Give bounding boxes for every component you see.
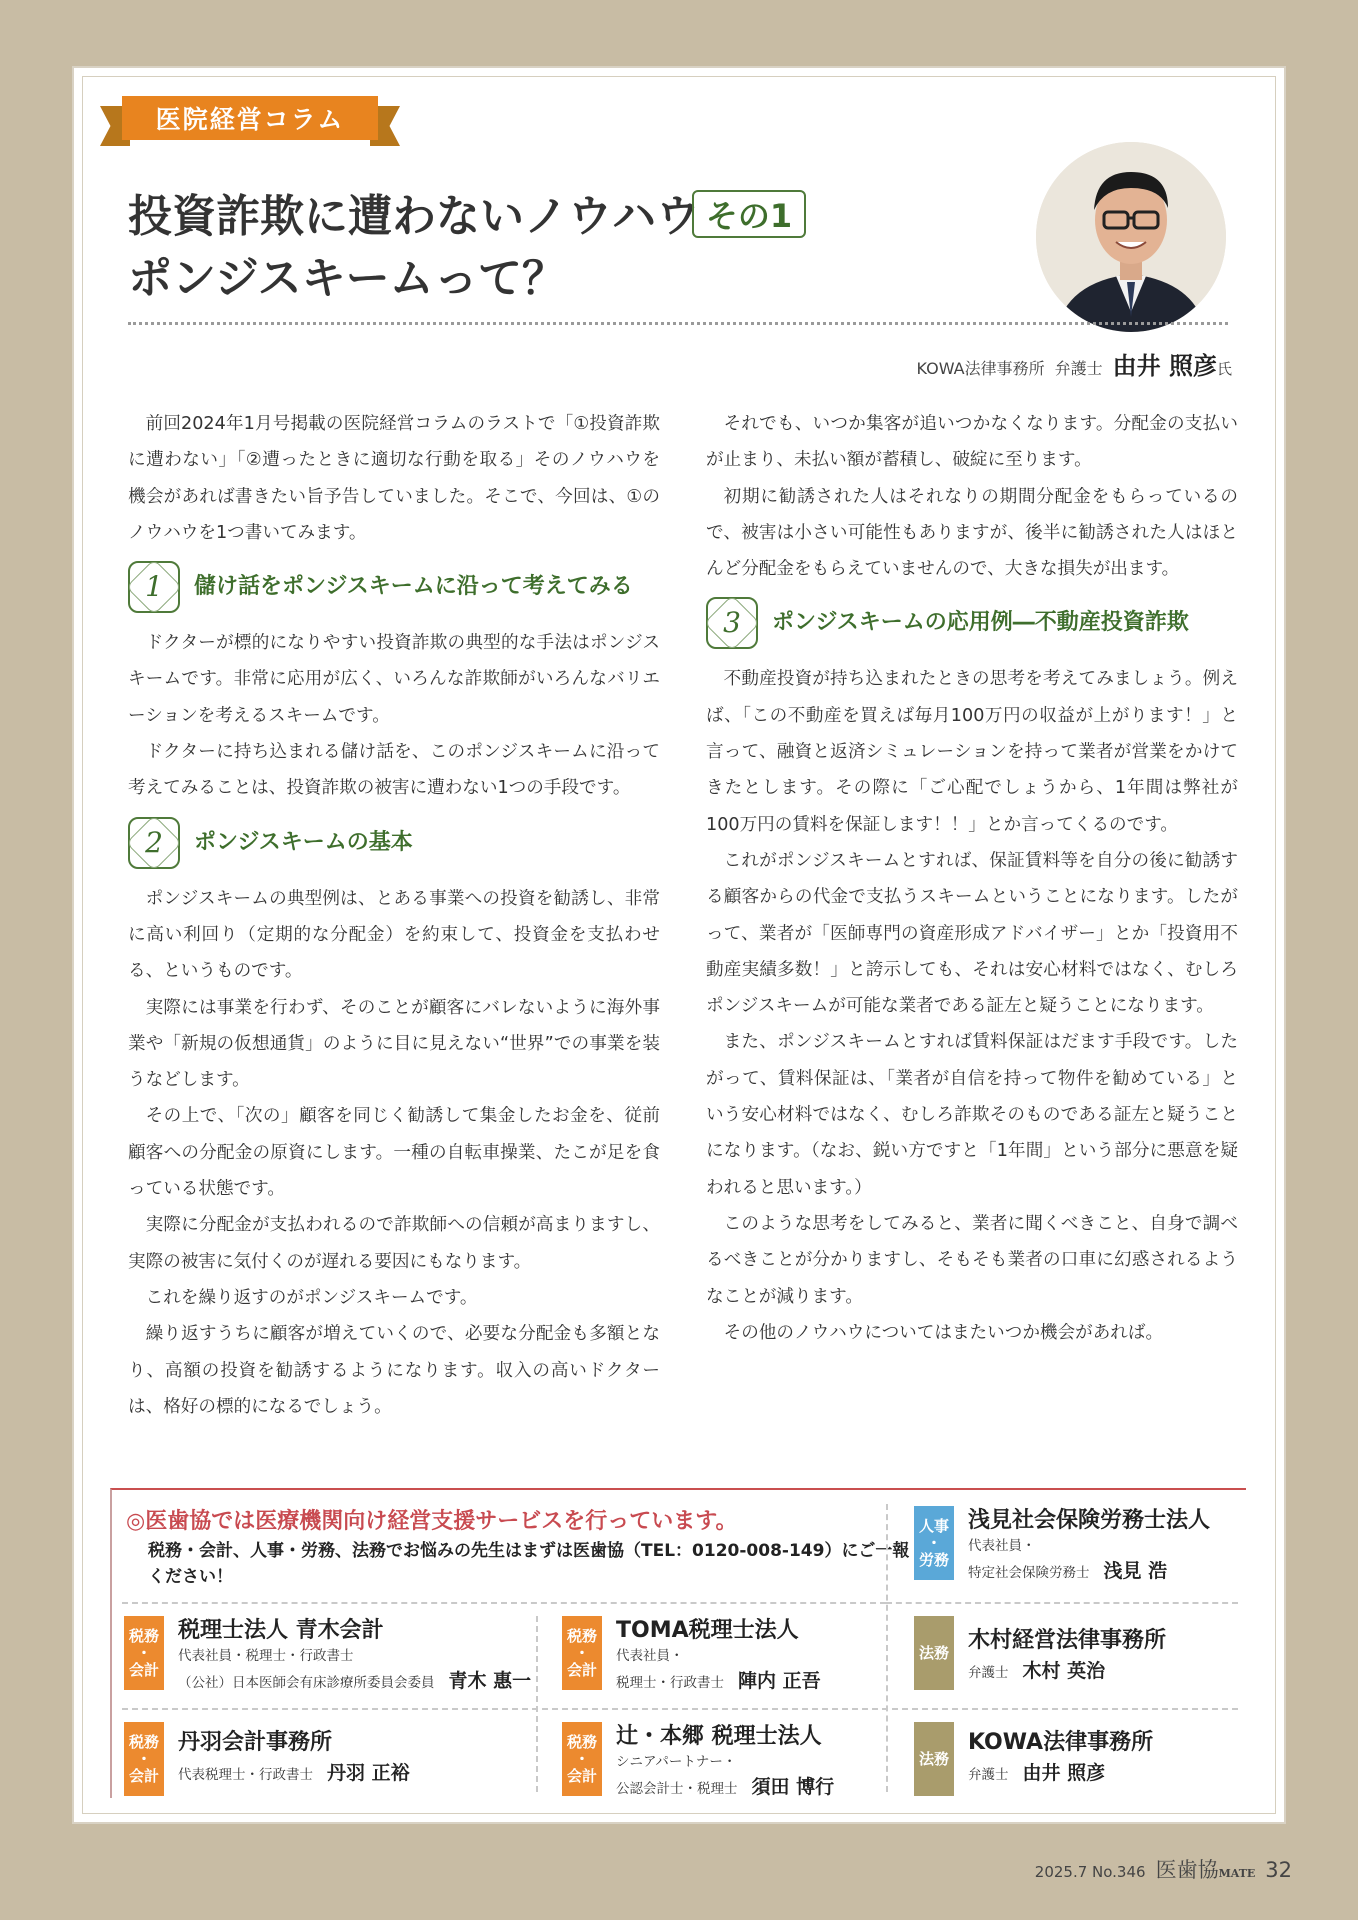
- badge-text: 税務: [566, 1626, 597, 1645]
- divider-vertical: [536, 1616, 538, 1792]
- badge-text: 会計: [128, 1766, 159, 1785]
- entry-title: 丹羽会計事務所: [178, 1730, 333, 1755]
- byline-role: 弁護士: [1054, 359, 1103, 378]
- issue-number: 2025.7 No.346: [1034, 1863, 1146, 1881]
- badge-text: 法務: [918, 1749, 949, 1768]
- entry-info: [616, 1722, 834, 1799]
- paragraph: その上で、「次の」顧客を同じく勧誘して集金したお金を、従前顧客への分配金の原資にします。一種の自転車操業、たこが足を食っている状態です。: [128, 1106, 660, 1200]
- entry-role: 代表社員・: [968, 1538, 1036, 1554]
- divider-horizontal: [122, 1708, 1238, 1710]
- magazine-name: 医歯協: [1155, 1858, 1219, 1882]
- service-entry: [914, 1506, 1210, 1583]
- service-entry: [124, 1616, 531, 1693]
- ad-headline: ◎医歯協では医療機関向け経営支援サービスを行っています。: [126, 1509, 738, 1534]
- section-number-icon: 2: [128, 817, 180, 869]
- badge-text: 税務: [128, 1732, 159, 1751]
- badge-text: 法務: [918, 1643, 949, 1662]
- badge-text: 税務: [128, 1626, 159, 1645]
- paragraph: 実際に分配金が支払われるので詐欺師への信頼が高まりますし、実際の被害に気付くのが遅れる要因にもなります。: [128, 1215, 660, 1272]
- service-entry: [914, 1722, 1153, 1796]
- paragraph: 実際には事業を行わず、そのことが顧客にバレないように海外事業や「新規の仮想通貨」のように目に見えない“世界”での事業を装うなどします。: [128, 997, 660, 1091]
- left-column: [128, 406, 660, 1425]
- entry-title: 税理士法人 青木会計: [178, 1618, 384, 1643]
- entry-name: 陣内 正吾: [738, 1670, 821, 1692]
- entry-role: 公認会計士・税理士: [616, 1781, 738, 1797]
- entry-info: [178, 1616, 531, 1693]
- entry-info: [968, 1506, 1210, 1583]
- service-entry: [562, 1616, 821, 1693]
- paragraph: 繰り返すうちに顧客が増えていくので、必要な分配金も多額となり、高額の投資を勧誘するようになります。収入の高いドクターは、格好の標的になるでしょう。: [128, 1324, 660, 1417]
- section-title: ポンジスキームの応用例―不動産投資詐欺: [772, 610, 1189, 636]
- category-badge: [124, 1616, 164, 1690]
- entry-role: 税理士・行政書士: [616, 1675, 724, 1691]
- entry-info: [178, 1722, 410, 1796]
- divider-horizontal: [122, 1602, 886, 1604]
- magazine-logo: [1156, 1854, 1256, 1884]
- portrait-illustration: [1036, 142, 1226, 332]
- title-divider: [128, 322, 1228, 325]
- badge-dot: ・: [574, 1749, 590, 1768]
- paragraph: このような思考をしてみると、業者に聞くべきこと、自身で調べるべきことが分かりますし、そもそも業者の口車に幻惑されるようなことが減ります。: [706, 1213, 1238, 1307]
- badge-text: 労務: [918, 1550, 949, 1569]
- paragraph: 不動産投資が持ち込まれたときの思考を考えてみましょう。例えば、「この不動産を買えば毎月100万円の収益が上がります！」と言って、融資と返済シミュレーションを持って業者が営業をかけてきたとします。その際に「ご心配でしょうから、1年間は弊社が100万円の賃料を保証します！！」とか言ってくるのです。: [706, 669, 1238, 835]
- category-badge: [914, 1722, 954, 1796]
- entry-info: [616, 1616, 821, 1693]
- entry-role-row: [616, 1772, 834, 1799]
- title-line-1: 投資詐欺に遭わないノウハウ: [128, 191, 700, 242]
- entry-role-row: [178, 1666, 531, 1693]
- badge-text: 会計: [128, 1660, 159, 1679]
- paragraph: 初期に勧誘された人はそれなりの期間分配金をもらっているので、被害は小さい可能性もありますが、後半に勧誘された人はほとんど分配金をもらえていませんので、大きな損失が出ます。: [706, 486, 1238, 580]
- badge-dot: ・: [136, 1643, 152, 1662]
- paragraph: ドクターに持ち込まれる儲け話を、このポンジスキームに沿って考えてみることは、投資詐欺の被害に遭わない1つの手段です。: [128, 742, 660, 799]
- right-column: [706, 406, 1238, 1351]
- author-portrait: [1036, 142, 1226, 332]
- service-ad-box: [110, 1488, 1246, 1798]
- section-title: ポンジスキームの基本: [194, 829, 413, 855]
- badge-dot: ・: [574, 1643, 590, 1662]
- divider-horizontal: [886, 1602, 1238, 1604]
- page-number: 32: [1265, 1858, 1292, 1882]
- paragraph: ポンジスキームの典型例は、とある事業への投資を勧誘し、非常に高い利回り（定期的な分配金）を約束して、投資金を支払わせる、というものです。: [128, 888, 660, 982]
- category-badge: [914, 1506, 954, 1580]
- entry-role: 代表社員・: [616, 1648, 684, 1664]
- entry-role: （公社）日本医師会有床診療所委員会委員: [178, 1675, 435, 1691]
- service-entry: [124, 1722, 410, 1796]
- badge-dot: ・: [926, 1533, 942, 1552]
- entry-role-row: [968, 1556, 1210, 1583]
- entry-name: 青木 惠一: [448, 1670, 532, 1692]
- entry-role: 弁護士: [968, 1665, 1009, 1681]
- title-line-2: ポンジスキームって？: [128, 253, 567, 304]
- magazine-suffix: MATE: [1218, 1867, 1256, 1880]
- entry-title: 浅見社会保険労務士法人: [968, 1508, 1211, 1533]
- paragraph: これがポンジスキームとすれば、保証賃料等を自分の後に勧誘する顧客からの代金で支払うスキームということになります。したがって、業者が「医師専門の資産形成アドバイザー」とか「投資用不動産実績多数！」と誇示しても、それは安心材料ではなく、むしろポンジスキームが可能な業者である証左と疑うことになります。: [706, 850, 1238, 1017]
- paragraph: また、ポンジスキームとすれば賃料保証はだます手段です。したがって、賃料保証は、「業者が自信を持って物件を勧めている」という安心材料ではなく、むしろ詐欺そのものである証左と疑うことになります。（なお、鋭い方ですと「1年間」という部分に悪意を疑われると思います。）: [706, 1032, 1238, 1198]
- badge-dot: ・: [136, 1749, 152, 1768]
- entry-role: 代表税理士・行政書士: [178, 1767, 313, 1783]
- byline-name: 由井 照彦: [1112, 352, 1217, 380]
- paragraph: ドクターが標的になりやすい投資詐欺の典型的な手法はポンジスキームです。非常に応用が広く、いろんな詐欺師がいろんなバリエーションを考えるスキームです。: [128, 633, 660, 726]
- entry-role: 弁護士: [968, 1767, 1009, 1783]
- byline-firm: KOWA法律事務所: [916, 359, 1045, 378]
- entry-name: 由井 照彦: [1022, 1762, 1106, 1784]
- entry-info: [968, 1722, 1153, 1796]
- section-1-heading: [128, 557, 660, 617]
- badge-text: 会計: [566, 1660, 597, 1679]
- entry-role-row: [968, 1758, 1153, 1785]
- entry-title: 木村経営法律事務所: [968, 1628, 1167, 1653]
- entry-role: シニアパートナー・: [616, 1754, 737, 1770]
- category-badge: [914, 1616, 954, 1690]
- byline-suffix: 氏: [1216, 360, 1232, 378]
- entry-role-row: [178, 1758, 410, 1785]
- ad-subtext: 税務・会計、人事・労務、法務でお悩みの先生はまずは医歯協（TEL：0120-008-149）にご一報ください！: [148, 1541, 910, 1587]
- service-entry: [562, 1722, 834, 1799]
- column-ribbon: [100, 92, 400, 148]
- part-badge: その1: [692, 190, 806, 238]
- entry-title: TOMA税理士法人: [616, 1618, 799, 1643]
- entry-name: 浅見 浩: [1103, 1560, 1168, 1582]
- badge-text: 人事: [918, 1516, 949, 1535]
- entry-name: 木村 英治: [1022, 1660, 1106, 1682]
- intro-paragraph: 前回2024年1月号掲載の医院経営コラムのラストで「①投資詐欺に遭わない」「②遭ったときに適切な行動を取る」そのノウハウを機会があれば書きたい旨予告していました。そこで、今回は、①のノウハウを1つ書いてみます。: [128, 414, 660, 543]
- section-2-heading: [128, 813, 660, 873]
- entry-role: 代表社員・税理士・行政書士: [178, 1648, 354, 1664]
- entry-name: 丹羽 正裕: [327, 1762, 410, 1784]
- category-badge: [562, 1616, 602, 1690]
- paragraph: これを繰り返すのがポンジスキームです。: [145, 1287, 478, 1308]
- divider-vertical: [886, 1504, 888, 1792]
- paragraph: それでも、いつか集客が追いつかなくなります。分配金の支払いが止まり、未払い額が蓄積し、破綻に至ります。: [706, 414, 1238, 471]
- entry-role: 特定社会保険労務士: [968, 1565, 1090, 1581]
- service-entry: [914, 1616, 1166, 1690]
- article-title: [128, 186, 700, 310]
- entry-name: 須田 博行: [751, 1776, 835, 1798]
- section-3-heading: [706, 593, 1238, 653]
- page-footer: [1035, 1854, 1292, 1884]
- entry-info: [968, 1616, 1166, 1690]
- ribbon-label: 医院経営コラム: [122, 96, 378, 140]
- section-number-icon: 3: [706, 597, 758, 649]
- badge-text: 会計: [566, 1766, 597, 1785]
- byline: [917, 346, 1233, 381]
- section-title: 儲け話をポンジスキームに沿って考えてみる: [194, 574, 633, 600]
- category-badge: [562, 1722, 602, 1796]
- section-number-icon: 1: [128, 561, 180, 613]
- entry-title: KOWA法律事務所: [968, 1730, 1154, 1755]
- entry-role-row: [616, 1666, 821, 1693]
- entry-role-row: [968, 1656, 1166, 1683]
- paragraph: その他のノウハウについてはまたいつか機会があれば。: [723, 1322, 1164, 1343]
- category-badge: [124, 1722, 164, 1796]
- badge-text: 税務: [566, 1732, 597, 1751]
- entry-title: 辻・本郷 税理士法人: [616, 1724, 822, 1749]
